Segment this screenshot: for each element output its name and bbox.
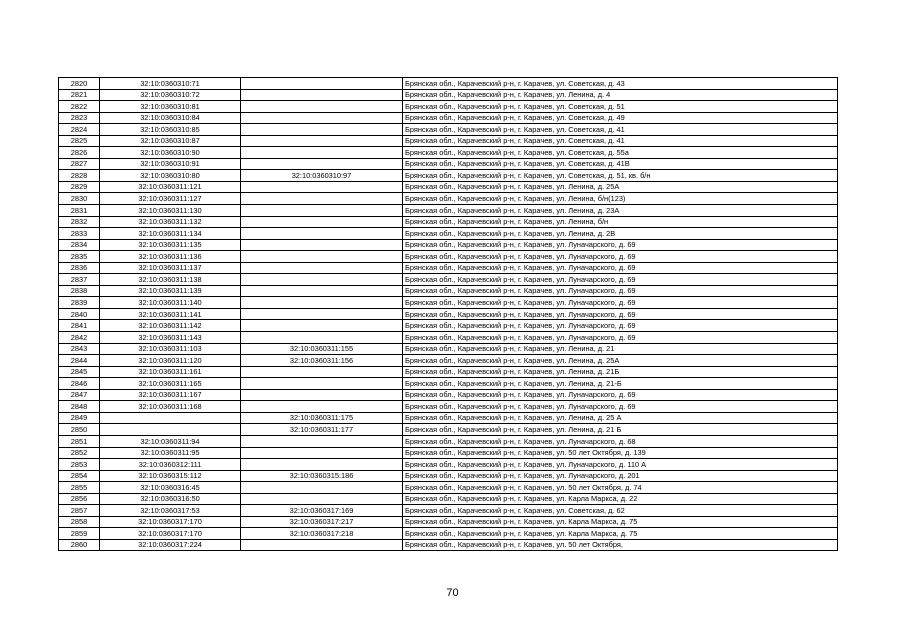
address-cell: Брянская обл., Карачевский р-н, г. Карачев, ул. Луначарского, д. 69 [403,401,838,413]
address-cell: Брянская обл., Карачевский р-н, г. Карачев, ул. Ленина, д. 21 [403,343,838,355]
related-cadastral-number-cell [241,320,403,332]
table-row [59,308,838,320]
cadastral-number-cell: 32:10:0360310:80 [100,170,241,182]
table-row [59,528,838,540]
related-cadastral-number-cell [241,482,403,494]
related-cadastral-number-cell: 32:10:0360311:175 [241,412,403,424]
row-number-cell: 2858 [59,516,100,528]
cadastral-number-cell: 32:10:0360311:138 [100,274,241,286]
cadastral-number-cell: 32:10:0360311:95 [100,447,241,459]
related-cadastral-number-cell [241,216,403,228]
address-cell: Брянская обл., Карачевский р-н, г. Карачев, ул. Луначарского, д. 69 [403,320,838,332]
address-cell: Брянская обл., Карачевский р-н, г. Карачев, ул. Советская, д. 62 [403,505,838,517]
address-cell: Брянская обл., Карачевский р-н, г. Карачев, ул. Луначарского, д. 69 [403,274,838,286]
address-cell: Брянская обл., Карачевский р-н, г. Карачев, ул. Советская, д. 49 [403,112,838,124]
row-number-cell: 2838 [59,285,100,297]
address-cell: Брянская обл., Карачевский р-н, г. Карачев, ул. Ленина, д. 2В [403,228,838,240]
cadastral-number-cell: 32:10:0360315:112 [100,470,241,482]
cadastral-number-cell: 32:10:0360316:45 [100,482,241,494]
cadastral-number-cell: 32:10:0360310:90 [100,147,241,159]
cadastral-number-cell: 32:10:0360311:139 [100,285,241,297]
cadastral-number-cell: 32:10:0360310:91 [100,158,241,170]
registry-table-body [59,78,838,551]
row-number-cell: 2844 [59,355,100,367]
row-number-cell: 2835 [59,251,100,263]
cadastral-number-cell: 32:10:0360317:170 [100,528,241,540]
table-row [59,470,838,482]
address-cell: Брянская обл., Карачевский р-н, г. Карачев, ул. Советская, д. 43 [403,78,838,90]
related-cadastral-number-cell [241,228,403,240]
row-number-cell: 2849 [59,412,100,424]
table-row [59,262,838,274]
address-cell: Брянская обл., Карачевский р-н, г. Карачев, ул. Луначарского, д. 110 А [403,459,838,471]
address-cell: Брянская обл., Карачевский р-н, г. Карачев, ул. Советская, д. 51, кв. б/н [403,170,838,182]
table-row [59,89,838,101]
table-row [59,158,838,170]
address-cell: Брянская обл., Карачевский р-н, г. Карачев, ул. Советская, д. 41 [403,135,838,147]
row-number-cell: 2847 [59,389,100,401]
related-cadastral-number-cell [241,378,403,390]
cadastral-number-cell: 32:10:0360311:161 [100,366,241,378]
row-number-cell: 2832 [59,216,100,228]
related-cadastral-number-cell [241,401,403,413]
table-row [59,505,838,517]
related-cadastral-number-cell [241,262,403,274]
related-cadastral-number-cell [241,389,403,401]
address-cell: Брянская обл., Карачевский р-н, г. Карачев, ул. Ленина, б/н [403,216,838,228]
table-row [59,320,838,332]
related-cadastral-number-cell [241,205,403,217]
table-row [59,216,838,228]
table-row [59,424,838,436]
related-cadastral-number-cell [241,459,403,471]
cadastral-number-cell: 32:10:0360311:135 [100,239,241,251]
table-row [59,366,838,378]
cadastral-number-cell: 32:10:0360317:53 [100,505,241,517]
table-row [59,112,838,124]
address-cell: Брянская обл., Карачевский р-н, г. Карачев, ул. 50 лет Октября, [403,539,838,551]
row-number-cell: 2840 [59,308,100,320]
page-number: 70 [446,587,459,599]
address-cell: Брянская обл., Карачевский р-н, г. Карачев, ул. Карла Маркса, д. 75 [403,516,838,528]
related-cadastral-number-cell: 32:10:0360317:218 [241,528,403,540]
address-cell: Брянская обл., Карачевский р-н, г. Карачев, ул. Советская, д. 55а [403,147,838,159]
row-number-cell: 2852 [59,447,100,459]
table-row [59,228,838,240]
row-number-cell: 2825 [59,135,100,147]
row-number-cell: 2859 [59,528,100,540]
cadastral-number-cell: 32:10:0360311:165 [100,378,241,390]
cadastral-number-cell: 32:10:0360311:134 [100,228,241,240]
related-cadastral-number-cell [241,78,403,90]
related-cadastral-number-cell: 32:10:0360315:186 [241,470,403,482]
table-row [59,459,838,471]
row-number-cell: 2823 [59,112,100,124]
table-row [59,389,838,401]
related-cadastral-number-cell [241,366,403,378]
row-number-cell: 2845 [59,366,100,378]
row-number-cell: 2824 [59,124,100,136]
row-number-cell: 2843 [59,343,100,355]
table-row [59,355,838,367]
address-cell: Брянская обл., Карачевский р-н, г. Карачев, ул. Луначарского, д. 69 [403,239,838,251]
related-cadastral-number-cell: 32:10:0360317:217 [241,516,403,528]
row-number-cell: 2846 [59,378,100,390]
table-row [59,251,838,263]
address-cell: Брянская обл., Карачевский р-н, г. Карачев, ул. Луначарского, д. 69 [403,308,838,320]
row-number-cell: 2851 [59,435,100,447]
row-number-cell: 2841 [59,320,100,332]
related-cadastral-number-cell [241,285,403,297]
cadastral-number-cell: 32:10:0360310:71 [100,78,241,90]
table-row [59,482,838,494]
address-cell: Брянская обл., Карачевский р-н, г. Карачев, ул. Советская, д. 41В [403,158,838,170]
row-number-cell: 2839 [59,297,100,309]
related-cadastral-number-cell [241,89,403,101]
related-cadastral-number-cell [241,158,403,170]
table-row [59,181,838,193]
table-row [59,205,838,217]
related-cadastral-number-cell [241,493,403,505]
row-number-cell: 2857 [59,505,100,517]
row-number-cell: 2842 [59,332,100,344]
table-row [59,435,838,447]
table-row [59,78,838,90]
cadastral-number-cell: 32:10:0360311:136 [100,251,241,263]
related-cadastral-number-cell [241,147,403,159]
cadastral-number-cell: 32:10:0360316:50 [100,493,241,505]
address-cell: Брянская обл., Карачевский р-н, г. Карачев, ул. Ленина, д. 23А [403,205,838,217]
related-cadastral-number-cell: 32:10:0360311:177 [241,424,403,436]
cadastral-number-cell: 32:10:0360317:170 [100,516,241,528]
row-number-cell: 2850 [59,424,100,436]
row-number-cell: 2834 [59,239,100,251]
cadastral-number-cell: 32:10:0360311:137 [100,262,241,274]
cadastral-number-cell: 32:10:0360311:141 [100,308,241,320]
cadastral-number-cell: 32:10:0360311:120 [100,355,241,367]
row-number-cell: 2854 [59,470,100,482]
related-cadastral-number-cell [241,112,403,124]
row-number-cell: 2830 [59,193,100,205]
cadastral-number-cell: 32:10:0360311:142 [100,320,241,332]
related-cadastral-number-cell: 32:10:0360311:155 [241,343,403,355]
address-cell: Брянская обл., Карачевский р-н, г. Карачев, ул. Луначарского, д. 201 [403,470,838,482]
address-cell: Брянская обл., Карачевский р-н, г. Карачев, ул. Ленина, д. 25А [403,181,838,193]
table-row [59,170,838,182]
address-cell: Брянская обл., Карачевский р-н, г. Карачев, ул. Советская, д. 41 [403,124,838,136]
cadastral-number-cell: 32:10:0360311:127 [100,193,241,205]
cadastral-number-cell: 32:10:0360317:224 [100,539,241,551]
related-cadastral-number-cell [241,251,403,263]
row-number-cell: 2826 [59,147,100,159]
related-cadastral-number-cell [241,239,403,251]
cadastral-number-cell: 32:10:0360311:168 [100,401,241,413]
address-cell: Брянская обл., Карачевский р-н, г. Карачев, ул. Советская, д. 51 [403,101,838,113]
row-number-cell: 2822 [59,101,100,113]
address-cell: Брянская обл., Карачевский р-н, г. Карачев, ул. Карла Маркса, д. 75 [403,528,838,540]
address-cell: Брянская обл., Карачевский р-н, г. Карачев, ул. Ленина, д. 21-Б [403,378,838,390]
address-cell: Брянская обл., Карачевский р-н, г. Карачев, ул. Луначарского, д. 69 [403,389,838,401]
related-cadastral-number-cell [241,274,403,286]
row-number-cell: 2837 [59,274,100,286]
row-number-cell: 2829 [59,181,100,193]
cadastral-number-cell: 32:10:0360311:121 [100,181,241,193]
related-cadastral-number-cell [241,332,403,344]
cadastral-number-cell: 32:10:0360310:85 [100,124,241,136]
cadastral-number-cell: 32:10:0360312:111 [100,459,241,471]
row-number-cell: 2848 [59,401,100,413]
row-number-cell: 2827 [59,158,100,170]
address-cell: Брянская обл., Карачевский р-н, г. Карачев, ул. Ленина, д. 21Б [403,366,838,378]
row-number-cell: 2855 [59,482,100,494]
cadastral-number-cell [100,412,241,424]
address-cell: Брянская обл., Карачевский р-н, г. Карачев, ул. Ленина, д. 21 Б [403,424,838,436]
related-cadastral-number-cell [241,435,403,447]
row-number-cell: 2821 [59,89,100,101]
related-cadastral-number-cell: 32:10:0360317:169 [241,505,403,517]
registry-table [58,77,838,551]
address-cell: Брянская обл., Карачевский р-н, г. Карачев, ул. 50 лет Октября, д. 139 [403,447,838,459]
related-cadastral-number-cell [241,308,403,320]
table-row [59,493,838,505]
address-cell: Брянская обл., Карачевский р-н, г. Карачев, ул. Луначарского, д. 69 [403,285,838,297]
address-cell: Брянская обл., Карачевский р-н, г. Карачев, ул. Ленина, д. 4 [403,89,838,101]
cadastral-number-cell: 32:10:0360310:87 [100,135,241,147]
table-row [59,378,838,390]
address-cell: Брянская обл., Карачевский р-н, г. Карачев, ул. Карла Маркса, д. 22 [403,493,838,505]
related-cadastral-number-cell [241,447,403,459]
table-row [59,343,838,355]
address-cell: Брянская обл., Карачевский р-н, г. Карачев, ул. Луначарского, д. 69 [403,251,838,263]
address-cell: Брянская обл., Карачевский р-н, г. Карачев, ул. Ленина, д. 25А [403,355,838,367]
address-cell: Брянская обл., Карачевский р-н, г. Карачев, ул. Луначарского, д. 69 [403,332,838,344]
table-row [59,193,838,205]
related-cadastral-number-cell: 32:10:0360311:156 [241,355,403,367]
related-cadastral-number-cell [241,193,403,205]
row-number-cell: 2820 [59,78,100,90]
cadastral-number-cell: 32:10:0360311:132 [100,216,241,228]
table-row [59,401,838,413]
address-cell: Брянская обл., Карачевский р-н, г. Карачев, ул. Луначарского, д. 68 [403,435,838,447]
address-cell: Брянская обл., Карачевский р-н, г. Карачев, ул. Ленина, б/н(123) [403,193,838,205]
cadastral-number-cell: 32:10:0360311:130 [100,205,241,217]
cadastral-number-cell: 32:10:0360311:143 [100,332,241,344]
related-cadastral-number-cell [241,539,403,551]
table-row [59,101,838,113]
cadastral-number-cell: 32:10:0360310:72 [100,89,241,101]
cadastral-number-cell: 32:10:0360310:81 [100,101,241,113]
related-cadastral-number-cell [241,297,403,309]
related-cadastral-number-cell [241,181,403,193]
row-number-cell: 2831 [59,205,100,217]
cadastral-number-cell: 32:10:0360311:140 [100,297,241,309]
cadastral-number-cell: 32:10:0360311:167 [100,389,241,401]
table-row [59,274,838,286]
table-row [59,285,838,297]
row-number-cell: 2860 [59,539,100,551]
related-cadastral-number-cell: 32:10:0360310:97 [241,170,403,182]
table-row [59,124,838,136]
related-cadastral-number-cell [241,101,403,113]
row-number-cell: 2833 [59,228,100,240]
cadastral-number-cell: 32:10:0360310:84 [100,112,241,124]
related-cadastral-number-cell [241,135,403,147]
table-row [59,239,838,251]
table-row [59,297,838,309]
cadastral-number-cell [100,424,241,436]
table-row [59,135,838,147]
table-row [59,332,838,344]
cadastral-number-cell: 32:10:0360311:94 [100,435,241,447]
row-number-cell: 2853 [59,459,100,471]
table-row [59,516,838,528]
table-row [59,412,838,424]
cadastral-number-cell: 32:10:0360311:103 [100,343,241,355]
address-cell: Брянская обл., Карачевский р-н, г. Карачев, ул. Луначарского, д. 69 [403,262,838,274]
table-row [59,447,838,459]
related-cadastral-number-cell [241,124,403,136]
row-number-cell: 2836 [59,262,100,274]
address-cell: Брянская обл., Карачевский р-н, г. Карачев, ул. 50 лет Октября, д. 74 [403,482,838,494]
table-row [59,147,838,159]
row-number-cell: 2828 [59,170,100,182]
address-cell: Брянская обл., Карачевский р-н, г. Карачев, ул. Ленина, д. 25 А [403,412,838,424]
address-cell: Брянская обл., Карачевский р-н, г. Карачев, ул. Луначарского, д. 69 [403,297,838,309]
table-row [59,539,838,551]
row-number-cell: 2856 [59,493,100,505]
